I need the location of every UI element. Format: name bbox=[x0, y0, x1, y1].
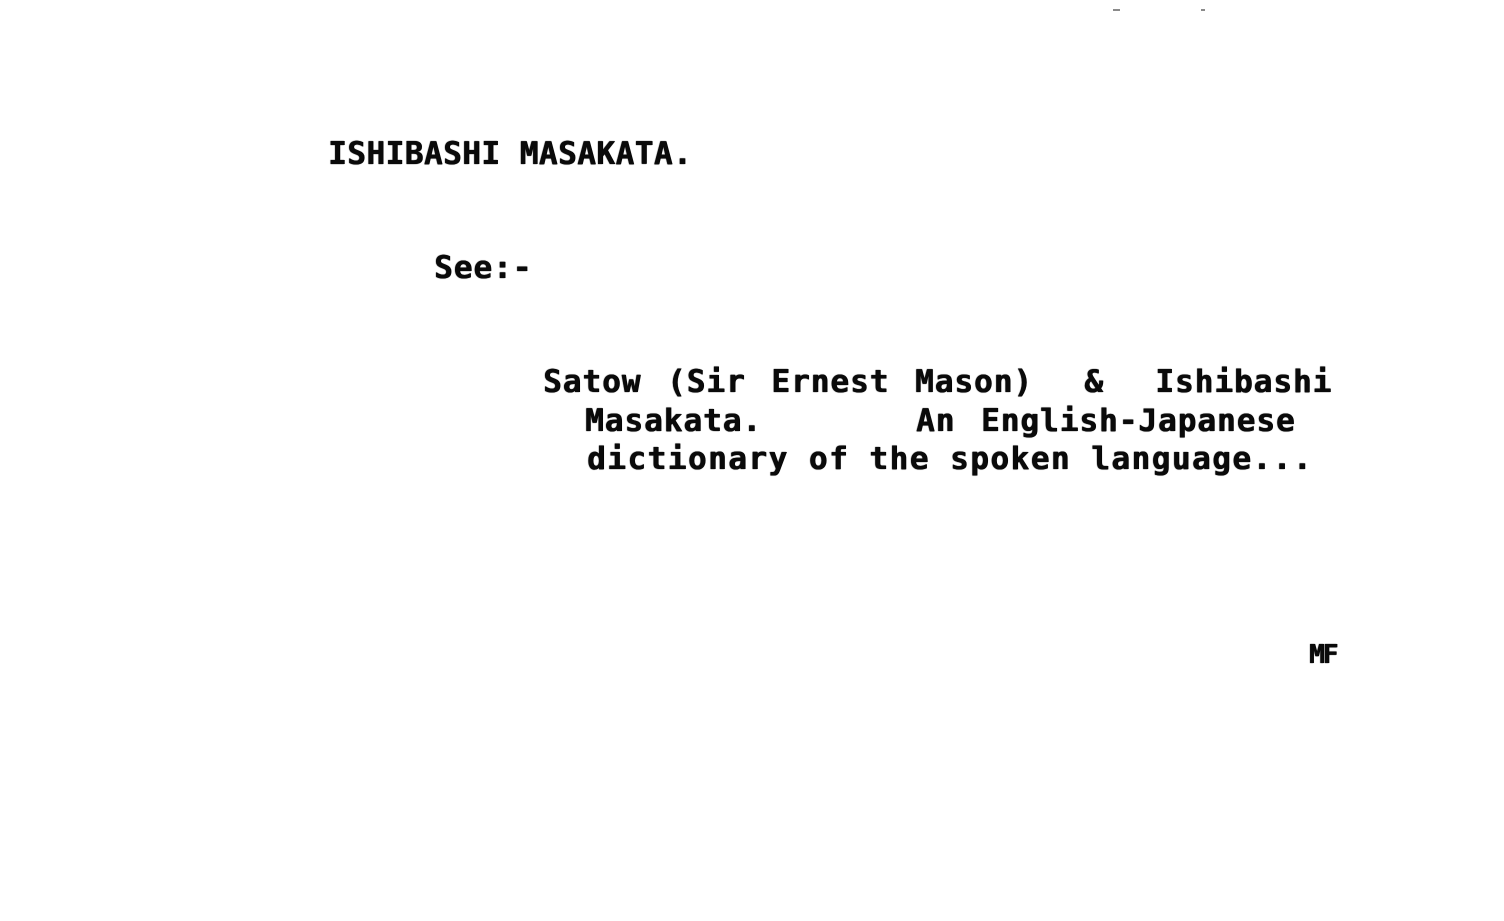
cataloger-initials: MF bbox=[1309, 640, 1337, 670]
reference-line-1: Satow (Sir Ernest Mason) & Ishibashi bbox=[543, 364, 1333, 400]
scan-speck bbox=[1201, 9, 1205, 11]
card-heading: ISHIBASHI MASAKATA. bbox=[328, 136, 693, 172]
reference-line-3: dictionary of the spoken language... bbox=[587, 441, 1313, 477]
scan-speck bbox=[1113, 9, 1120, 11]
reference-line-2: Masakata. An English-Japanese bbox=[585, 403, 1296, 439]
see-label: See:- bbox=[434, 250, 533, 286]
